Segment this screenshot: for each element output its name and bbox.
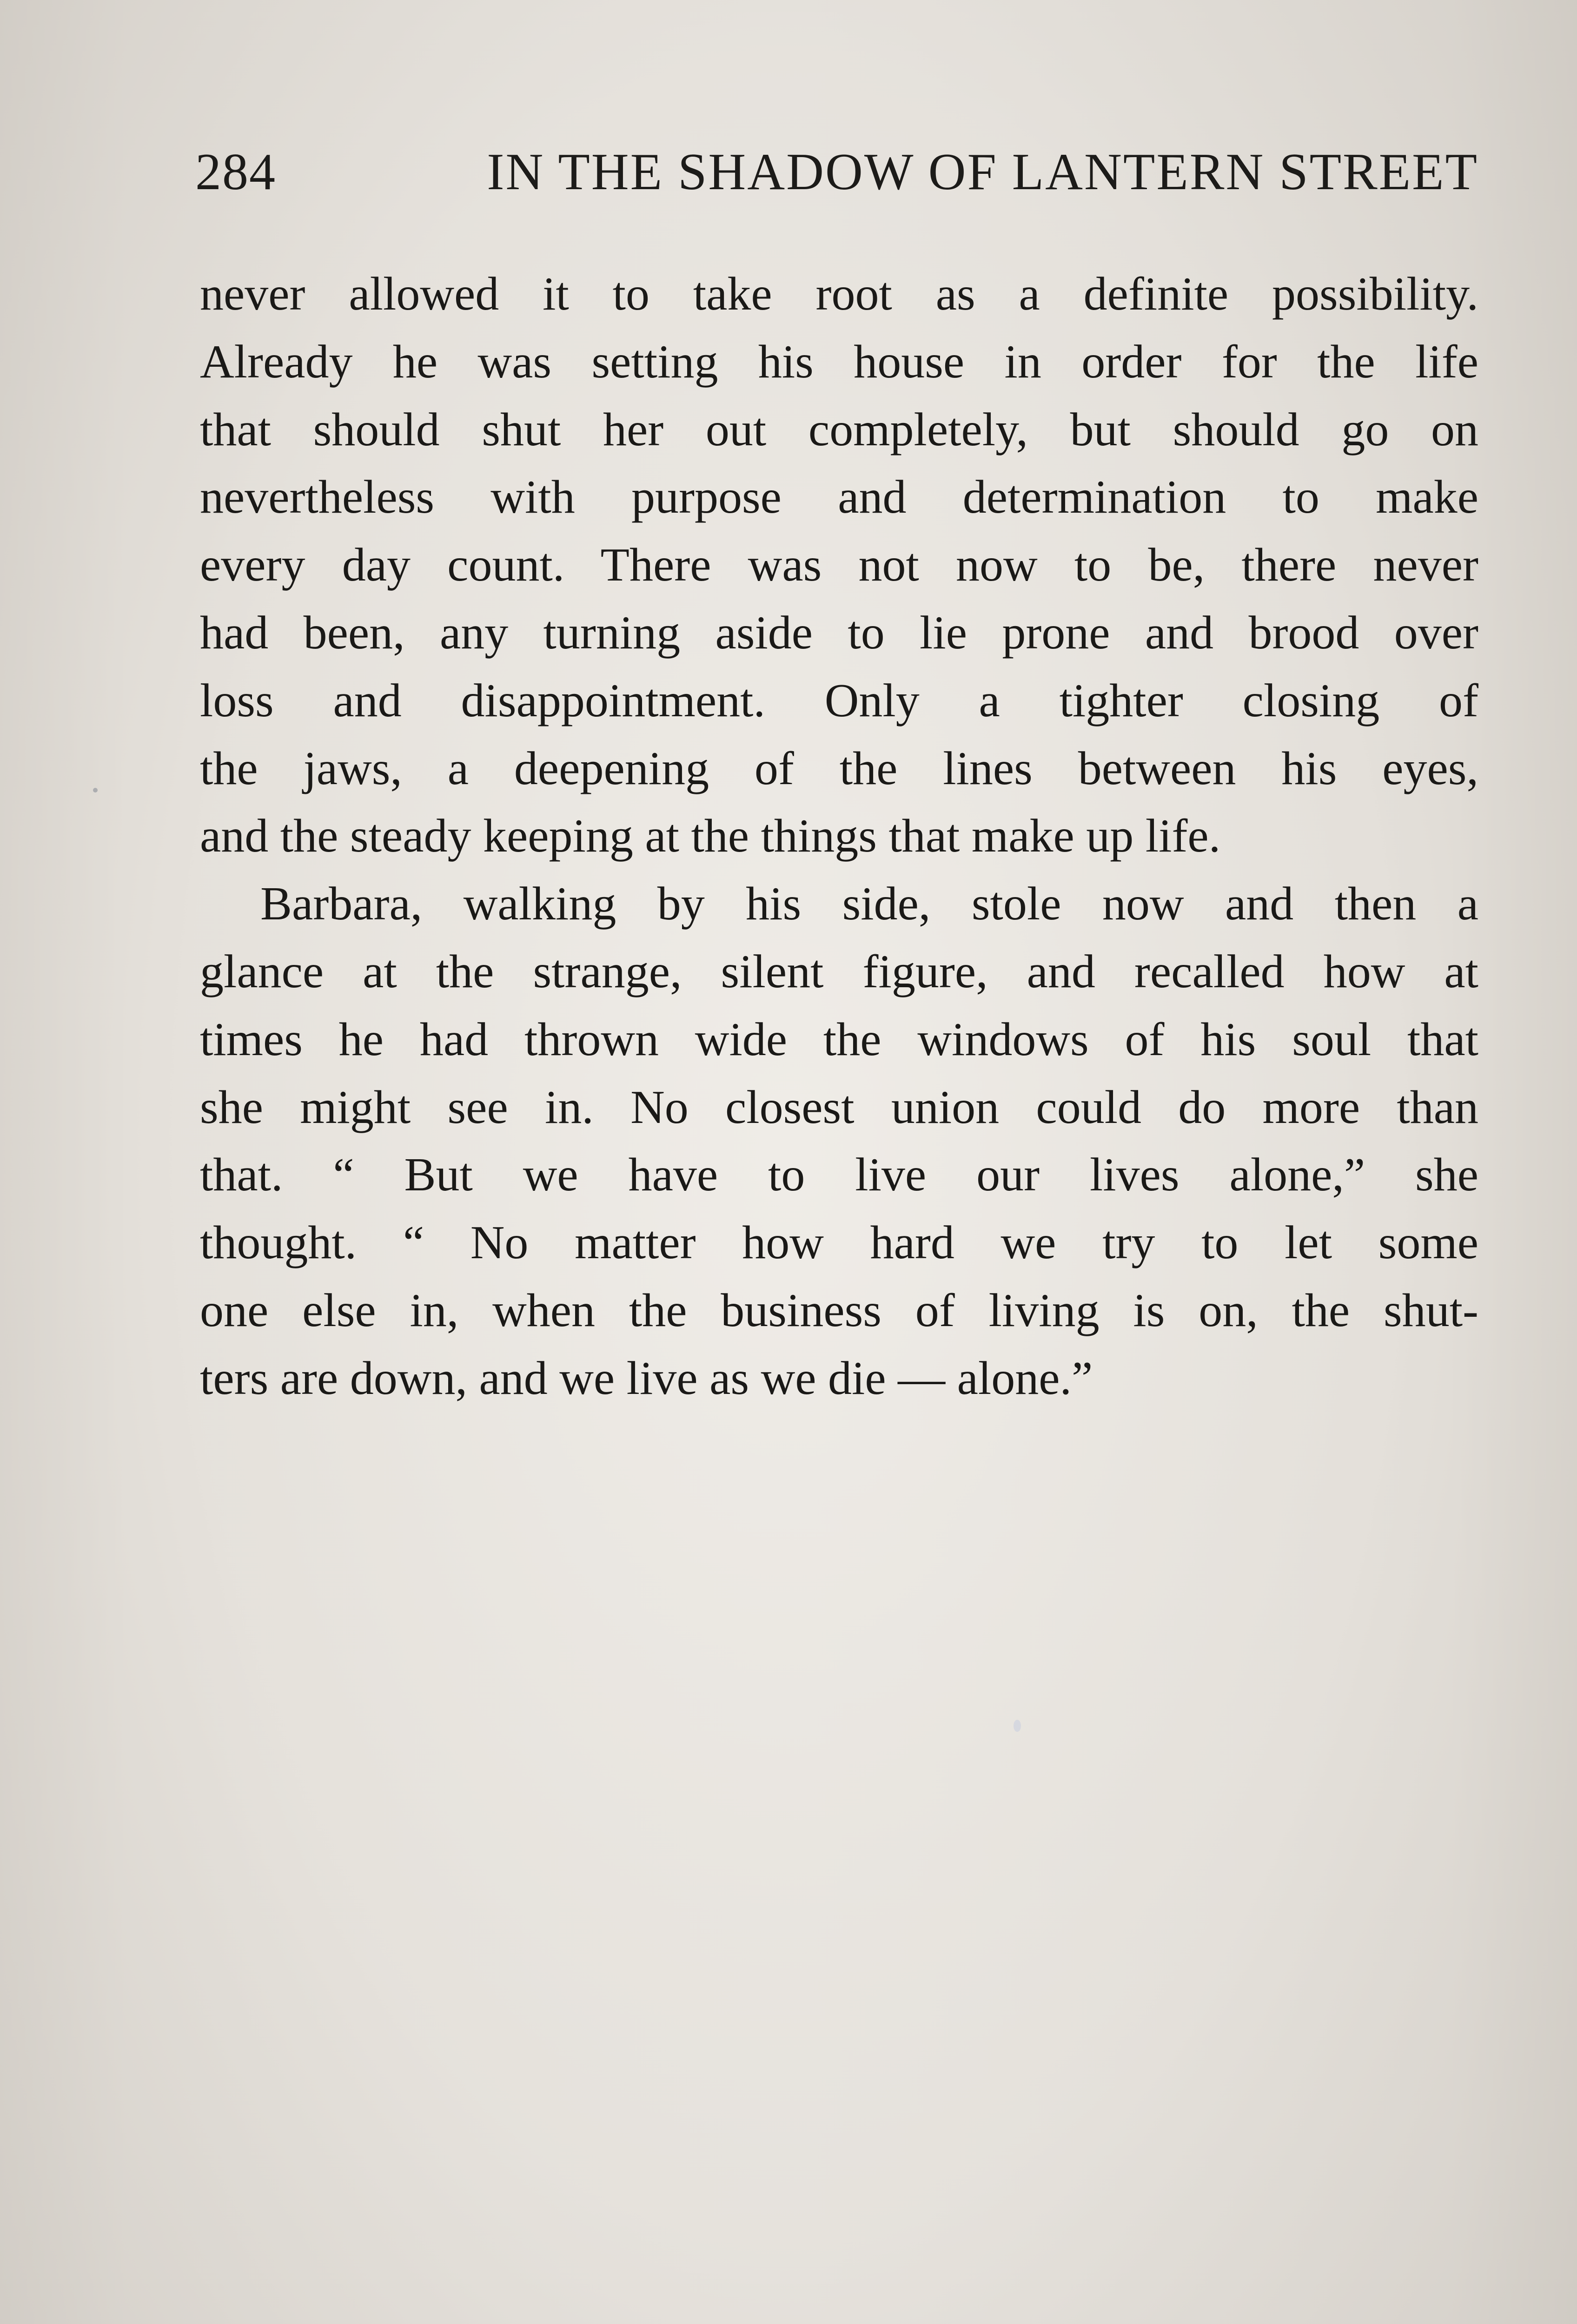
text-line: that. “ But we have to live our lives alone,” she [200,1149,1478,1202]
text-line: one else in, when the business of living is on, the shut- [200,1284,1478,1337]
text-line: and the steady keeping at the things that make up life. [200,810,1221,863]
running-head [195,139,1478,205]
paper-speck [93,788,98,792]
text-line: glance at the strange, silent figure, and recalled how at [200,945,1478,998]
text-line: Already he was setting his house in order for the life [200,335,1478,388]
text-line: the jaws, a deepening of the lines between his eyes, [200,742,1478,795]
text-line: thought. “ No matter how hard we try to let some [200,1216,1478,1269]
text-line: had been, any turning aside to lie prone and brood over [200,606,1478,659]
body-text [200,260,1478,1413]
text-line: ters are down, and we live as we die — alone.” [200,1352,1093,1405]
paper-speck [1014,1720,1021,1732]
page-number: 284 [195,143,276,201]
book-title: IN THE SHADOW OF LANTERN STREET [487,143,1478,201]
text-line: every day count. There was not now to be, there never [200,539,1478,592]
text-line: loss and disappointment. Only a tighter closing of [200,674,1478,727]
text-line: times he had thrown wide the windows of his soul that [200,1013,1478,1066]
text-line: never allowed it to take root as a definite possibility. [200,268,1478,320]
text-line: Barbara, walking by his side, stole now and then a [260,878,1478,931]
text-line: nevertheless with purpose and determination to make [200,471,1478,524]
text-line: she might see in. No closest union could do more than [200,1081,1478,1134]
text-line: that should shut her out completely, but should go on [200,403,1478,456]
